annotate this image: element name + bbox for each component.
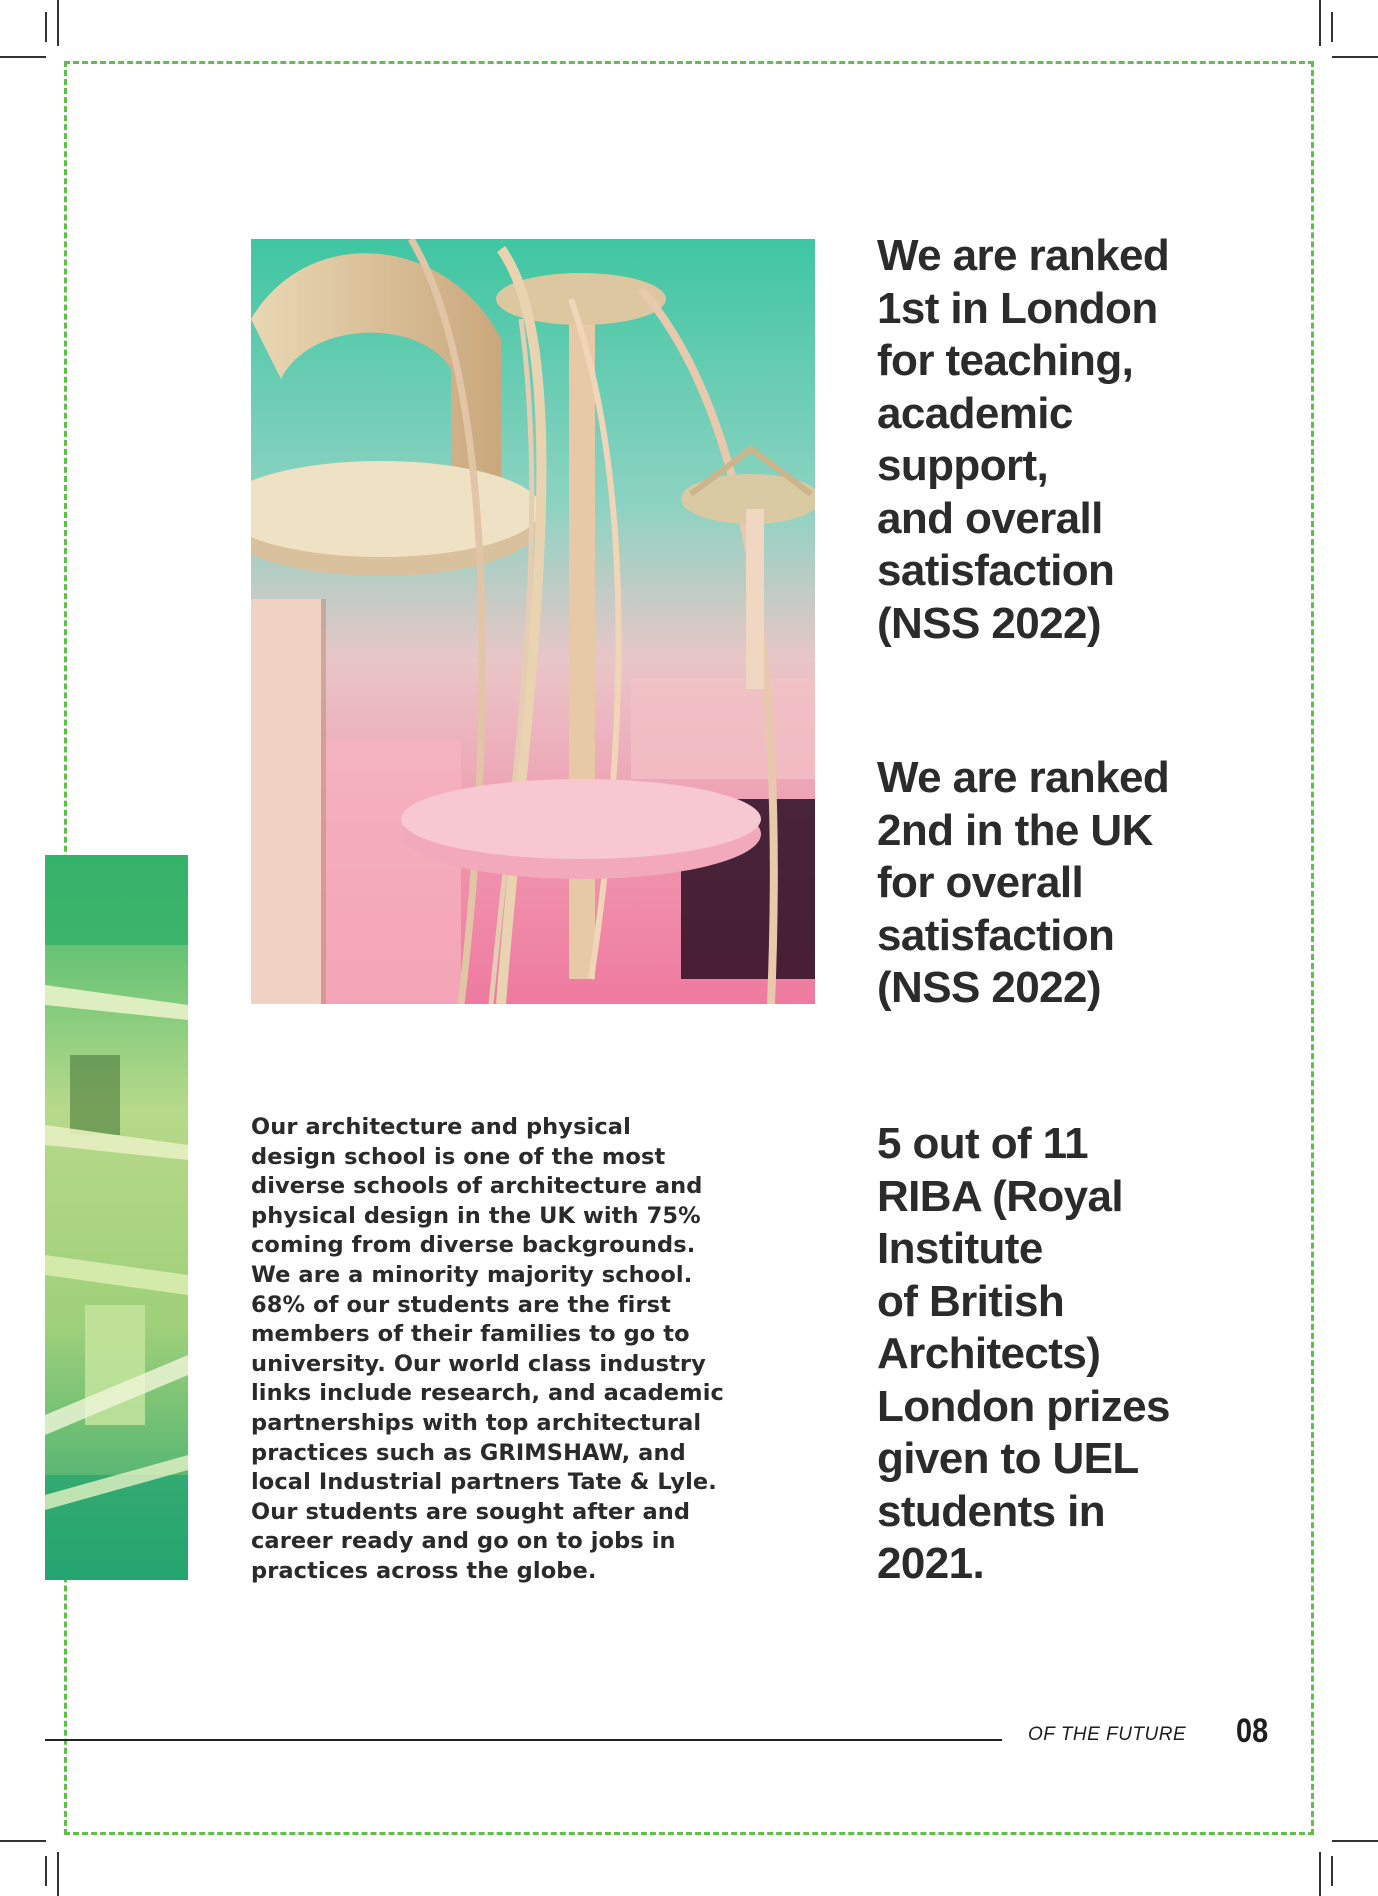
footer-section-label: OF THE FUTURE [1028, 1724, 1187, 1745]
crop-mark-br-h [1332, 1840, 1378, 1842]
crop-mark-tr-v [1319, 0, 1321, 46]
stat-uk-ranking: We are ranked 2nd in the UK for overall satisfaction (NSS 2022) [877, 753, 1170, 1012]
crop-mark-bl-v [57, 1852, 59, 1896]
body-paragraph: Our architecture and physical design school is one of the most diverse schools of architecture and physical design in the UK with 75% coming from diverse backgrounds. We are a minority majority school. 68% of our students are the first members of their families to go to university. Our world class industry links include research, and academic partnerships with top architectural practices such as GRIMSHAW, and local Industrial partners Tate & Lyle. Our students are sought after and career ready and go on to jobs in practices across the globe. [251, 1114, 724, 1584]
crop-mark-bl-v2 [45, 1856, 47, 1886]
footer-rule [45, 1739, 1002, 1741]
crop-mark-tl-h [0, 56, 46, 58]
hero-model-photo [251, 239, 815, 1004]
side-model-photo [45, 855, 188, 1580]
stat-riba-prizes: 5 out of 11 RIBA (Royal Institute of British Architects) London prizes given to UEL students in 2021. [877, 1119, 1170, 1588]
crop-mark-tr-h [1332, 56, 1378, 58]
crop-mark-tl-v2 [45, 12, 47, 42]
crop-mark-br-v [1319, 1852, 1321, 1896]
crop-mark-br-v2 [1331, 1856, 1333, 1886]
crop-mark-tl-v [57, 0, 59, 46]
crop-mark-tr-v2 [1331, 12, 1333, 42]
crop-mark-bl-h [0, 1840, 46, 1842]
stat-london-ranking: We are ranked 1st in London for teaching, academic support, and overall satisfaction (NSS 2022) [877, 231, 1170, 648]
page-number: 08 [1236, 1712, 1269, 1750]
